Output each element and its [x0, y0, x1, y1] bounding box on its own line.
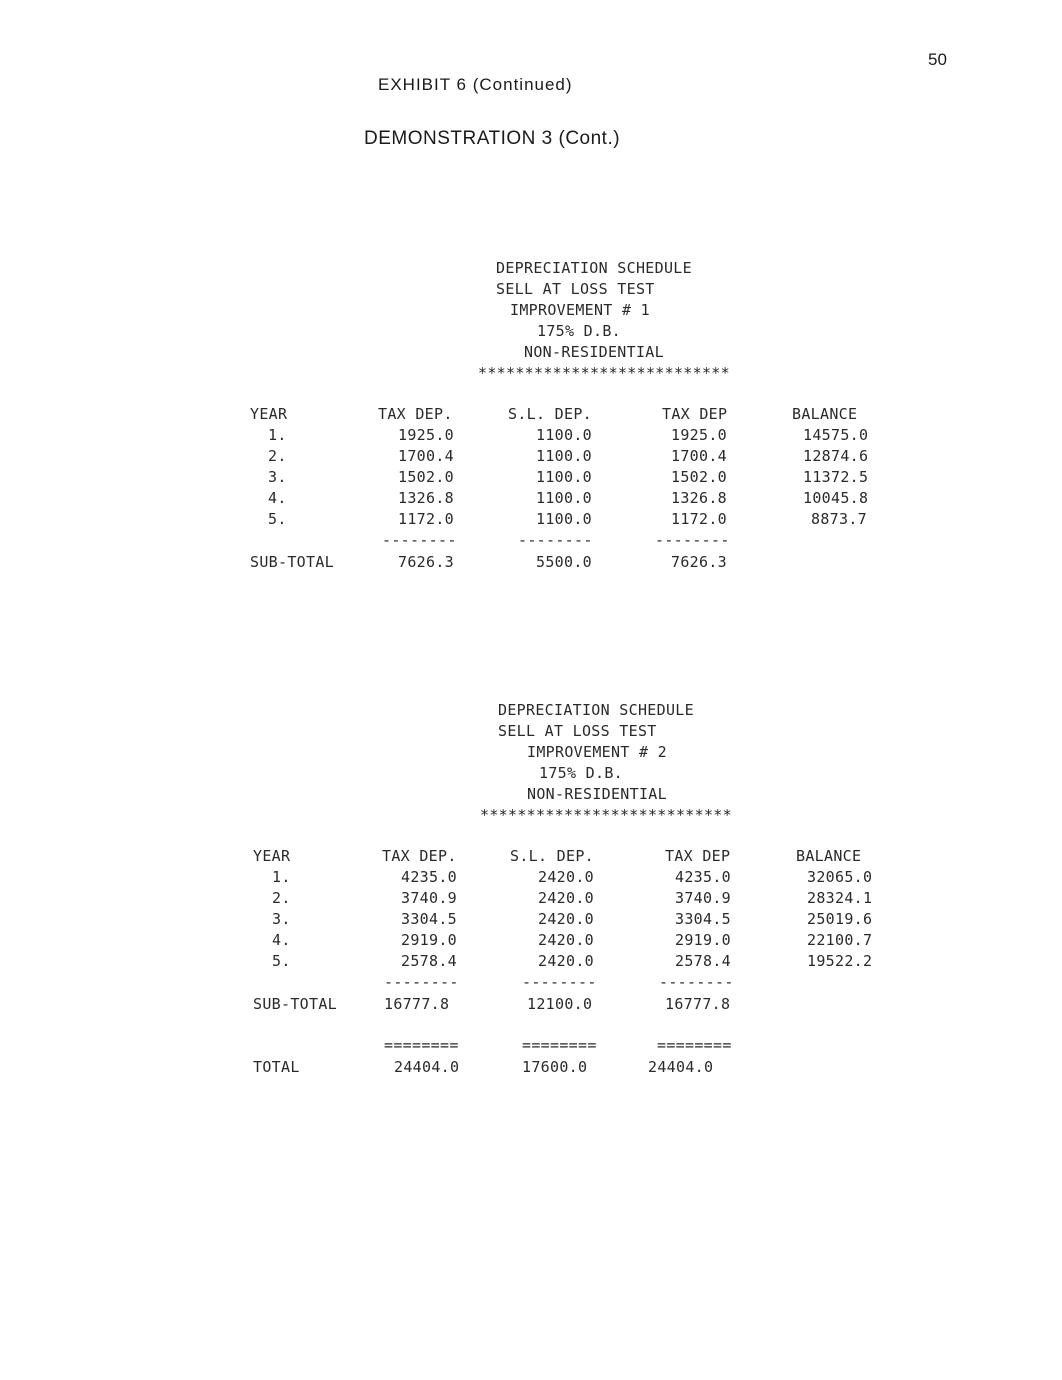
year-cell: 2.	[268, 447, 287, 465]
schedule-title: DEPRECIATION SCHEDULE	[496, 259, 692, 277]
sl-dep-cell: 2420.0	[538, 889, 594, 907]
tax-dep-cell: 1172.0	[398, 510, 454, 528]
tax-dep-cell: 1700.4	[398, 447, 454, 465]
asterisk-divider: ***************************	[480, 806, 732, 824]
tax-dep-2-cell: 1326.8	[671, 489, 727, 507]
total-tax-dep: 24404.0	[394, 1058, 460, 1076]
column-header-balance: BALANCE	[792, 405, 858, 423]
balance-cell: 14575.0	[803, 426, 869, 444]
tax-dep-cell: 4235.0	[401, 868, 457, 886]
balance-cell: 19522.2	[807, 952, 873, 970]
demonstration-title: DEMONSTRATION 3 (Cont.)	[364, 128, 621, 149]
schedule-subtitle: SELL AT LOSS TEST	[498, 722, 657, 740]
tax-dep-2-cell: 3304.5	[675, 910, 731, 928]
column-header-balance: BALANCE	[796, 847, 862, 865]
dash-rule: --------	[384, 973, 459, 991]
year-cell: 5.	[268, 510, 287, 528]
column-header-tax-dep-2: TAX DEP	[662, 405, 728, 423]
balance-cell: 10045.8	[803, 489, 869, 507]
dash-rule: --------	[518, 531, 593, 549]
year-cell: 1.	[268, 426, 287, 444]
balance-cell: 32065.0	[807, 868, 873, 886]
tax-dep-cell: 1925.0	[398, 426, 454, 444]
column-header-tax-dep: TAX DEP.	[378, 405, 453, 423]
dash-rule: --------	[382, 531, 457, 549]
schedule-subtitle: SELL AT LOSS TEST	[496, 280, 655, 298]
sl-dep-cell: 1100.0	[536, 426, 592, 444]
tax-dep-2-cell: 4235.0	[675, 868, 731, 886]
sl-dep-cell: 2420.0	[538, 910, 594, 928]
sl-dep-cell: 2420.0	[538, 868, 594, 886]
total-rule: ========	[384, 1036, 459, 1054]
year-cell: 4.	[268, 489, 287, 507]
column-header-sl-dep: S.L. DEP.	[510, 847, 594, 865]
total-rule: ========	[657, 1036, 732, 1054]
sl-dep-cell: 1100.0	[536, 468, 592, 486]
subtotal-tax-dep: 7626.3	[398, 553, 454, 571]
tax-dep-cell: 1502.0	[398, 468, 454, 486]
improvement-label: IMPROVEMENT # 2	[527, 743, 667, 761]
tax-dep-2-cell: 2578.4	[675, 952, 731, 970]
column-header-tax-dep-2: TAX DEP	[665, 847, 731, 865]
balance-cell: 22100.7	[807, 931, 873, 949]
year-cell: 1.	[272, 868, 291, 886]
total-rule: ========	[522, 1036, 597, 1054]
subtotal-tax-dep-2: 16777.8	[665, 995, 731, 1013]
tax-dep-cell: 3304.5	[401, 910, 457, 928]
column-header-sl-dep: S.L. DEP.	[508, 405, 592, 423]
tax-dep-2-cell: 1700.4	[671, 447, 727, 465]
sl-dep-cell: 1100.0	[536, 489, 592, 507]
total-label: TOTAL	[253, 1058, 300, 1076]
subtotal-sl-dep: 5500.0	[536, 553, 592, 571]
sl-dep-cell: 2420.0	[538, 931, 594, 949]
year-cell: 3.	[268, 468, 287, 486]
tax-dep-2-cell: 1502.0	[671, 468, 727, 486]
total-tax-dep-2: 24404.0	[648, 1058, 714, 1076]
tax-dep-2-cell: 1172.0	[671, 510, 727, 528]
balance-cell: 8873.7	[811, 510, 867, 528]
property-type-label: NON-RESIDENTIAL	[527, 785, 667, 803]
schedule-title: DEPRECIATION SCHEDULE	[498, 701, 694, 719]
tax-dep-2-cell: 3740.9	[675, 889, 731, 907]
page-number: 50	[928, 50, 947, 69]
subtotal-label: SUB-TOTAL	[253, 995, 337, 1013]
column-header-tax-dep: TAX DEP.	[382, 847, 457, 865]
dash-rule: --------	[522, 973, 597, 991]
sl-dep-cell: 2420.0	[538, 952, 594, 970]
year-cell: 4.	[272, 931, 291, 949]
total-sl-dep: 17600.0	[522, 1058, 588, 1076]
exhibit-title: EXHIBIT 6 (Continued)	[378, 75, 573, 94]
asterisk-divider: ***************************	[478, 364, 730, 382]
property-type-label: NON-RESIDENTIAL	[524, 343, 664, 361]
sl-dep-cell: 1100.0	[536, 447, 592, 465]
year-cell: 5.	[272, 952, 291, 970]
subtotal-sl-dep: 12100.0	[527, 995, 593, 1013]
column-header-year: YEAR	[253, 847, 291, 865]
year-cell: 3.	[272, 910, 291, 928]
balance-cell: 28324.1	[807, 889, 873, 907]
year-cell: 2.	[272, 889, 291, 907]
subtotal-tax-dep: 16777.8	[384, 995, 450, 1013]
dash-rule: --------	[659, 973, 734, 991]
tax-dep-cell: 2919.0	[401, 931, 457, 949]
sl-dep-cell: 1100.0	[536, 510, 592, 528]
column-header-year: YEAR	[250, 405, 288, 423]
subtotal-tax-dep-2: 7626.3	[671, 553, 727, 571]
tax-dep-cell: 3740.9	[401, 889, 457, 907]
balance-cell: 11372.5	[803, 468, 869, 486]
tax-dep-cell: 1326.8	[398, 489, 454, 507]
method-label: 175% D.B.	[537, 322, 621, 340]
method-label: 175% D.B.	[539, 764, 623, 782]
tax-dep-cell: 2578.4	[401, 952, 457, 970]
improvement-label: IMPROVEMENT # 1	[510, 301, 650, 319]
balance-cell: 25019.6	[807, 910, 873, 928]
dash-rule: --------	[655, 531, 730, 549]
tax-dep-2-cell: 2919.0	[675, 931, 731, 949]
balance-cell: 12874.6	[803, 447, 869, 465]
subtotal-label: SUB-TOTAL	[250, 553, 334, 571]
tax-dep-2-cell: 1925.0	[671, 426, 727, 444]
